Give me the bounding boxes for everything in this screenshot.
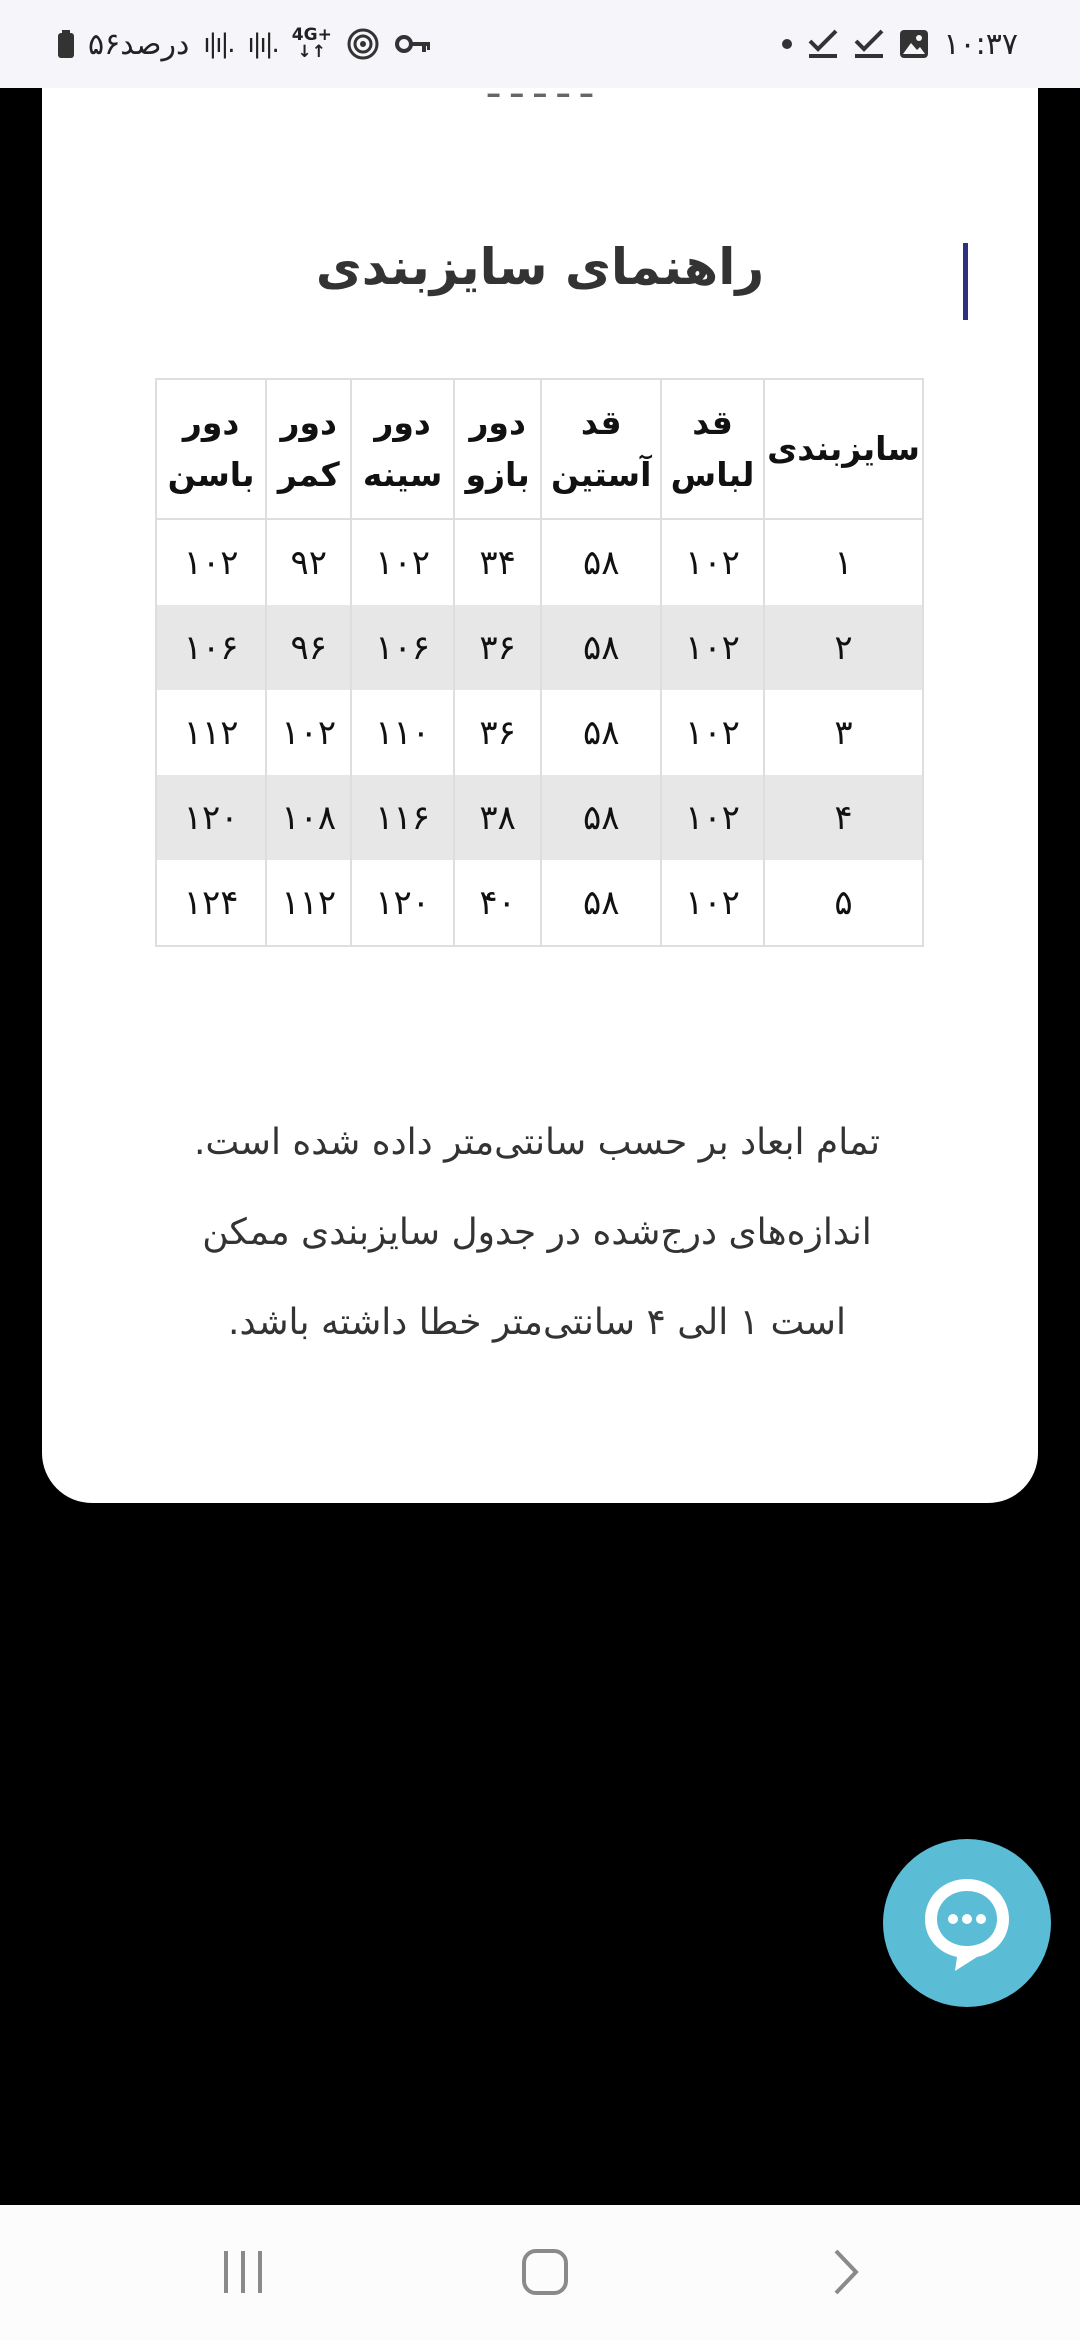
header-waist-circumference: دور کمر [266,379,351,519]
table-cell: ۱۰۲ [661,775,764,860]
status-right [781,27,1018,62]
size-guide-heading: راهنمای سایزبندی [315,238,765,296]
navigation-bar [0,2205,1080,2340]
table-cell: ۴ [764,775,923,860]
header-size: سایزبندی [764,379,923,519]
table-cell: ۹۶ [266,605,351,690]
chat-button[interactable] [883,1839,1051,2007]
size-note [182,1098,892,1368]
network-type: 4G+ [291,25,332,45]
table-cell: ۱۰۲ [661,605,764,690]
check-notification-icon-2 [853,29,885,59]
signal-icon: ı|ı|. [203,29,234,59]
table-cell: ۵ [764,860,923,946]
table-cell: ۳۶ [454,690,542,775]
table-cell: ۳۴ [454,519,542,605]
header-sleeve-length: قد آستین [541,379,661,519]
table-cell: ۱۰۸ [266,775,351,860]
signal-icon-2: ı|ı|. [247,29,278,59]
table-row [156,690,923,775]
table-cell: ۱۱۲ [156,690,266,775]
table-cell: ۴۰ [454,860,542,946]
note-line-2: اندازه‌های درج‌شده در جدول سایزبندی ممکن است ۱ الی ۴ سانتی‌متر خطا داشته باشد. [202,1212,872,1343]
clock: ۱۰:۳۷ [943,26,1018,62]
table-cell: ۱۱۰ [351,690,454,775]
data-arrows-icon: ↓↑ [297,42,327,62]
table-cell: ۱۲۴ [156,860,266,946]
status-left [58,27,432,62]
check-notification-icon [807,29,839,59]
notification-dot-icon [781,38,793,50]
note-line-1: تمام ابعاد بر حسب سانتی‌متر داده شده است. [193,1122,881,1163]
table-row [156,860,923,946]
size-guide-table [155,378,924,947]
gallery-icon [899,29,929,59]
table-cell: ۵۸ [541,775,661,860]
table-cell: ۱۰۲ [661,860,764,946]
header-hip-circumference: دور باسن [156,379,266,519]
table-cell: ۹۲ [266,519,351,605]
table-row [156,519,923,605]
table-row [156,605,923,690]
table-cell: ۱۱۲ [266,860,351,946]
content-card [42,62,1038,1503]
table-cell: ۵۸ [541,519,661,605]
table-cell: ۱۰۶ [156,605,266,690]
header-dress-length: قد لباس [661,379,764,519]
table-row [156,775,923,860]
table-cell: ۳۶ [454,605,542,690]
chat-bubble-icon [915,1871,1019,1975]
table-cell: ۱۰۲ [266,690,351,775]
table-cell: ۱۰۲ [156,519,266,605]
table-cell: ۱۲۰ [351,860,454,946]
table-cell: ۱ [764,519,923,605]
recents-icon[interactable] [218,2245,268,2299]
table-header-row [156,379,923,519]
table-cell: ۱۰۲ [661,690,764,775]
vpn-key-icon [394,33,432,55]
header-arm-circumference: دور بازو [454,379,542,519]
table-cell: ۱۲۰ [156,775,266,860]
table-cell: ۱۰۲ [661,519,764,605]
battery-icon [58,30,74,58]
home-icon[interactable] [518,2245,572,2299]
table-cell: ۱۰۲ [351,519,454,605]
hotspot-icon [346,27,380,61]
table-cell: ۵۸ [541,605,661,690]
back-icon[interactable] [826,2245,866,2299]
table-cell: ۵۸ [541,860,661,946]
table-cell: ۱۱۶ [351,775,454,860]
table-cell: ۳ [764,690,923,775]
battery-text: ۵۶درصد [88,26,190,62]
table-cell: ۵۸ [541,690,661,775]
table-cell: ۳۸ [454,775,542,860]
clipped-text: ـ ـ ـ ـ ـ [488,62,592,106]
network-indicator [292,27,332,61]
table-cell: ۲ [764,605,923,690]
table-cell: ۱۰۶ [351,605,454,690]
header-chest-circumference: دور سینه [351,379,454,519]
